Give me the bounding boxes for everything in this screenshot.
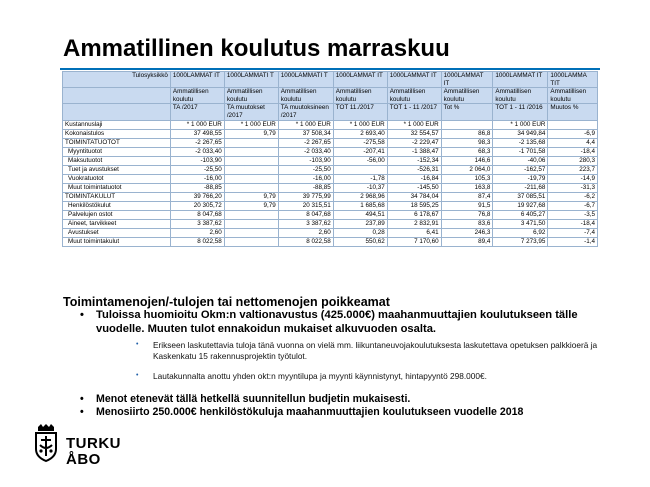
main-bullet-list — [78, 309, 618, 336]
table-cell: 8 047,68 — [170, 210, 224, 219]
row-label: Vuokratuotot — [63, 174, 171, 183]
table-cell: -2 267,65 — [278, 138, 333, 147]
table-cell — [224, 228, 278, 237]
table-row — [63, 237, 598, 246]
table-cell: -25,50 — [278, 165, 333, 174]
table-cell: 9,79 — [224, 129, 278, 138]
table-cell — [224, 147, 278, 156]
table-cell: 494,51 — [333, 210, 387, 219]
table-cell: 163,8 — [441, 183, 493, 192]
table-cell — [333, 165, 387, 174]
header-cell: TA muutoksineen /2017 — [278, 104, 333, 120]
table-cell: 9,79 — [224, 192, 278, 201]
header-cell: TA /2017 — [170, 104, 224, 120]
table-cell: -31,3 — [548, 183, 598, 192]
header-row — [63, 72, 598, 88]
table-cell — [224, 174, 278, 183]
sub-bullet: • Erikseen laskutettavia tuloja tänä vuonna on vielä mm. liikuntaneuvojakoulutuksesta laskutettava opetuksen palkkioerä ja Kaskenkatu 15 rakennusprojektin työtulot. — [136, 340, 616, 361]
table-cell — [224, 156, 278, 165]
turku-logo — [32, 423, 182, 473]
header-cell: Ammatillisen koulutu — [170, 88, 224, 104]
table-cell: 37 498,55 — [170, 129, 224, 138]
header-cell: Ammatillisen koulutu — [548, 88, 598, 104]
table-cell: 87,4 — [441, 192, 493, 201]
table-cell — [224, 138, 278, 147]
table-cell: -103,90 — [170, 156, 224, 165]
logo-text-turku: TURKU — [66, 435, 121, 452]
table-cell: -2 267,65 — [170, 138, 224, 147]
table-cell: 8 022,58 — [170, 237, 224, 246]
financial-table — [62, 71, 598, 247]
header-cell: 1000LAMMATI T — [224, 72, 278, 88]
table-row — [63, 219, 598, 228]
table-cell: 6 405,27 — [493, 210, 548, 219]
table-cell: 7 170,60 — [387, 237, 441, 246]
table-cell: 2,60 — [170, 228, 224, 237]
table-cell: 37 508,34 — [278, 129, 333, 138]
table-cell: 3 387,62 — [170, 219, 224, 228]
header-cell: 1000LAMMAT IT — [333, 72, 387, 88]
title-underline — [60, 68, 600, 70]
header-cell: 1000LAMMAT IT — [493, 72, 548, 88]
table-cell: 2 832,91 — [387, 219, 441, 228]
table-cell: -275,58 — [333, 138, 387, 147]
header-cell — [63, 88, 171, 104]
table-cell: 39 775,99 — [278, 192, 333, 201]
table-row — [63, 192, 598, 201]
table-cell: 237,89 — [333, 219, 387, 228]
table-cell: 2,60 — [278, 228, 333, 237]
unit-cell: Kustannuslaji — [63, 120, 171, 129]
header-cell — [63, 104, 171, 120]
table-cell: -207,41 — [333, 147, 387, 156]
unit-cell: * 1 000 EUR — [333, 120, 387, 129]
header-cell: TA muutokset /2017 — [224, 104, 278, 120]
row-label: Avustukset — [63, 228, 171, 237]
row-label: Palvelujen ostot — [63, 210, 171, 219]
table-cell: 105,3 — [441, 174, 493, 183]
table-cell — [224, 237, 278, 246]
row-label: Myyntituotot — [63, 147, 171, 156]
table-cell — [224, 165, 278, 174]
row-label: Muut toimintakulut — [63, 237, 171, 246]
table-cell: 89,4 — [441, 237, 493, 246]
table-cell: 34 784,04 — [387, 192, 441, 201]
row-label: Kokonaistulos — [63, 129, 171, 138]
table-row — [63, 201, 598, 210]
header-cell: Tulosyksikkö — [63, 72, 171, 88]
table-cell: 1 685,68 — [333, 201, 387, 210]
table-cell: -10,37 — [333, 183, 387, 192]
header-cell: TOT 11./2017 — [333, 104, 387, 120]
table-cell: 9,79 — [224, 201, 278, 210]
header-cell: 1000LAMMAT IT — [441, 72, 493, 88]
header-cell: 1000LAMMAT IT — [170, 72, 224, 88]
table-cell: 146,6 — [441, 156, 493, 165]
table-cell: -2 135,68 — [493, 138, 548, 147]
table-cell: -2 033,40 — [278, 147, 333, 156]
table-row — [63, 165, 598, 174]
table-cell: -2 229,47 — [387, 138, 441, 147]
table-cell: 18 595,25 — [387, 201, 441, 210]
header-row — [63, 88, 598, 104]
table-cell: -1 701,58 — [493, 147, 548, 156]
table-cell: 8 022,58 — [278, 237, 333, 246]
row-label: Tuet ja avustukset — [63, 165, 171, 174]
table-cell: -162,57 — [493, 165, 548, 174]
table-cell: 37 085,51 — [493, 192, 548, 201]
table-cell: 98,3 — [441, 138, 493, 147]
row-label: Muut toimintatuotot — [63, 183, 171, 192]
table-cell: 39 766,20 — [170, 192, 224, 201]
table-row — [63, 228, 598, 237]
table-cell: -6,9 — [548, 129, 598, 138]
table-cell: 2 693,40 — [333, 129, 387, 138]
table-cell: 32 554,57 — [387, 129, 441, 138]
table-row — [63, 147, 598, 156]
table-cell: -1,78 — [333, 174, 387, 183]
table-cell: -40,06 — [493, 156, 548, 165]
bullet-transfer: • Menosiirto 250.000€ henkilöstökuluja maahanmuuttajien koulutukseen vuodelle 2018 — [78, 406, 638, 419]
table-cell: 6 178,67 — [387, 210, 441, 219]
row-label: Henkilöstökulut — [63, 201, 171, 210]
table-cell: 7 273,95 — [493, 237, 548, 246]
table-cell: -19,79 — [493, 174, 548, 183]
header-cell: Tot % — [441, 104, 493, 120]
table-cell: 6,41 — [387, 228, 441, 237]
header-cell: TOT 1 - 11 /2017 — [387, 104, 441, 120]
table-cell: 3 387,62 — [278, 219, 333, 228]
table-cell: -56,00 — [333, 156, 387, 165]
table-cell: 2 064,0 — [441, 165, 493, 174]
bottom-bullet-list — [78, 393, 638, 418]
table-cell — [224, 219, 278, 228]
unit-row — [63, 120, 598, 129]
sub-bullet: • Lautakunnalta anottu yhden okt:n myyntilupa ja myynti käynnistynyt, hintapyyntö 298.000€. — [136, 371, 616, 382]
table-row — [63, 138, 598, 147]
table-cell: 3 471,50 — [493, 219, 548, 228]
unit-cell — [548, 120, 598, 129]
header-cell: TOT 1 - 11 /2016 — [493, 104, 548, 120]
table-cell: -25,50 — [170, 165, 224, 174]
unit-cell: * 1 000 EUR — [493, 120, 548, 129]
table-cell: -16,00 — [278, 174, 333, 183]
header-cell: Muutos % — [548, 104, 598, 120]
table-row — [63, 156, 598, 165]
table-cell: -3,5 — [548, 210, 598, 219]
table-cell: -526,31 — [387, 165, 441, 174]
table-cell: 223,7 — [548, 165, 598, 174]
logo-text-abo: ÅBO — [66, 451, 101, 468]
table-cell: 0,28 — [333, 228, 387, 237]
table-cell: 6,92 — [493, 228, 548, 237]
table-cell: 2 968,96 — [333, 192, 387, 201]
table-cell: -6,2 — [548, 192, 598, 201]
table-row — [63, 129, 598, 138]
table-cell — [224, 210, 278, 219]
section-heading: Toimintamenojen/-tulojen tai nettomenojen poikkeamat — [63, 295, 390, 309]
table-cell: 280,3 — [548, 156, 598, 165]
table-cell: 19 927,68 — [493, 201, 548, 210]
unit-cell: * 1 000 EUR — [170, 120, 224, 129]
header-cell: Ammatillisen koulutu — [441, 88, 493, 104]
table-row — [63, 210, 598, 219]
header-cell: Ammatillisen koulutu — [333, 88, 387, 104]
page-title: Ammatillinen koulutus marraskuu — [63, 35, 450, 62]
header-cell: Ammatillisen koulutu — [224, 88, 278, 104]
header-cell: 1000LAMMAT IT — [387, 72, 441, 88]
row-label: TOIMINTAKULUT — [63, 192, 171, 201]
table-cell: 34 949,84 — [493, 129, 548, 138]
table-cell: -88,85 — [170, 183, 224, 192]
table-cell: 68,3 — [441, 147, 493, 156]
table-cell: -145,50 — [387, 183, 441, 192]
table-cell: 8 047,68 — [278, 210, 333, 219]
row-label: TOIMINTATUOTOT — [63, 138, 171, 147]
row-label: Aineet, tarvikkeet — [63, 219, 171, 228]
header-cell: Ammatillisen koulutu — [387, 88, 441, 104]
header-cell: Ammatillisen koulutu — [278, 88, 333, 104]
unit-cell — [441, 120, 493, 129]
table-cell: -18,4 — [548, 219, 598, 228]
table-cell: 550,62 — [333, 237, 387, 246]
unit-cell: * 1 000 EUR — [387, 120, 441, 129]
table-cell: -16,00 — [170, 174, 224, 183]
table-cell: 4,4 — [548, 138, 598, 147]
table-cell: -211,68 — [493, 183, 548, 192]
unit-cell: * 1 000 EUR — [278, 120, 333, 129]
table-cell: -103,90 — [278, 156, 333, 165]
sub-bullet-list — [136, 340, 616, 392]
table-cell — [224, 183, 278, 192]
table-cell: -88,85 — [278, 183, 333, 192]
row-label: Maksutuotot — [63, 156, 171, 165]
table-cell: -14,9 — [548, 174, 598, 183]
table-cell: -1 388,47 — [387, 147, 441, 156]
table-cell: -1,4 — [548, 237, 598, 246]
table-cell: -152,34 — [387, 156, 441, 165]
table-cell: 86,8 — [441, 129, 493, 138]
turku-coat-of-arms-icon — [32, 423, 60, 463]
table-cell: 20 315,51 — [278, 201, 333, 210]
table-cell: -6,7 — [548, 201, 598, 210]
table-cell: -7,4 — [548, 228, 598, 237]
table-cell: 246,3 — [441, 228, 493, 237]
table-cell: 20 305,72 — [170, 201, 224, 210]
header-cell: Ammatillisen koulutu — [493, 88, 548, 104]
table-cell: 91,5 — [441, 201, 493, 210]
table-cell: 83,6 — [441, 219, 493, 228]
bullet-revenue: • Tuloissa huomioitu Okm:n valtionavustus (425.000€) maahanmuuttajien koulutukseen tälle vuodelle. Muuten tulot ennakoidun mukaiset alkuvuoden osalta. — [78, 309, 618, 336]
table-row — [63, 174, 598, 183]
table-cell: -2 033,40 — [170, 147, 224, 156]
table-cell: 76,8 — [441, 210, 493, 219]
header-cell: 1000LAMMA TIT — [548, 72, 598, 88]
header-cell: 1000LAMMATI T — [278, 72, 333, 88]
header-row — [63, 104, 598, 120]
table-cell: -18,4 — [548, 147, 598, 156]
table-row — [63, 183, 598, 192]
unit-cell: * 1 000 EUR — [224, 120, 278, 129]
table-cell: -16,84 — [387, 174, 441, 183]
bullet-costs: • Menot etenevät tällä hetkellä suunnitellun budjetin mukaisesti. — [78, 393, 638, 406]
